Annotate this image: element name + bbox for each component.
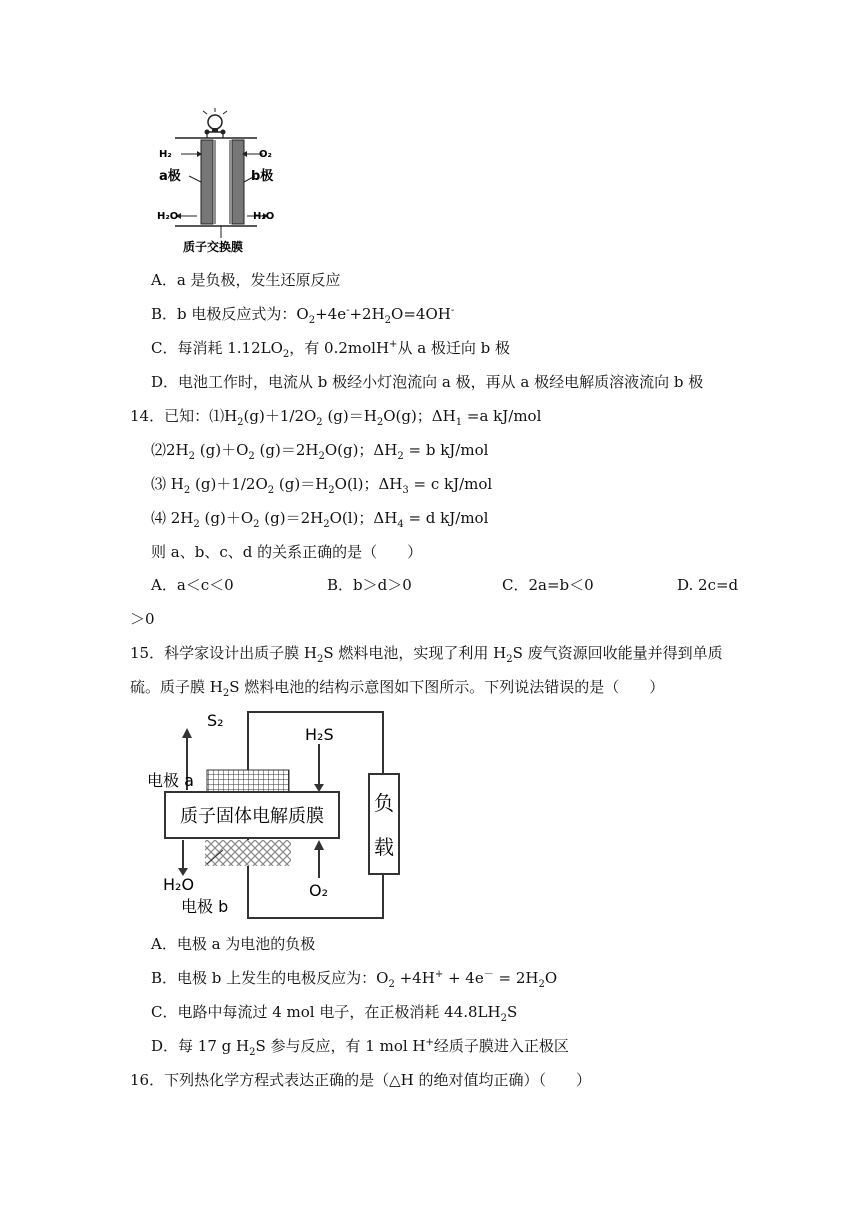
- q14-text: (g)＋1/2O: [190, 475, 268, 493]
- q14-text: = b kJ/mol: [403, 441, 489, 459]
- q13-option-d: D．电池工作时，电流从 b 极经小灯泡流向 a 极，再从 a 极经电解质溶液流向 b 极: [151, 373, 704, 391]
- q13-c-text: ，有 0.2molH: [289, 339, 390, 357]
- q15-d-text: 经质子膜进入正极区: [433, 1037, 569, 1055]
- sub: 2: [248, 451, 255, 462]
- q14-line-1: [130, 406, 541, 426]
- light-bulb-icon: [203, 108, 227, 132]
- sub: 2: [188, 451, 195, 462]
- q15-option-b: [151, 968, 557, 988]
- q15-text: S 废气资源回收能量并得到单质: [512, 644, 723, 662]
- q14-text: ⑶ H: [151, 475, 184, 493]
- q15-b-text: B．电极 b 上发生的电极反应为：O: [151, 969, 389, 987]
- load-box: [369, 774, 399, 874]
- q14-text: (g)＝2H: [259, 509, 324, 527]
- q13-b-text: B．b 电极反应式为：O: [151, 305, 309, 323]
- q15-b-text: + 4e: [443, 969, 484, 987]
- electrode-a-bar: [201, 140, 213, 224]
- q16-stem: 16．下列热化学方程式表达正确的是（△H 的绝对值均正确）（ ）: [130, 1071, 591, 1089]
- q14-question: 则 a、b、c、d 的关系正确的是（ ）: [151, 543, 423, 561]
- q14-option-a: A．a＜c＜0: [151, 576, 234, 594]
- q14-line-2: [151, 440, 488, 460]
- sub: 2: [222, 688, 230, 699]
- h2s-fuel-cell-figure: [143, 704, 413, 922]
- q14-text: (g)＝2H: [254, 441, 319, 459]
- q13-option-a: A．a 是负极，发生还原反应: [151, 271, 341, 289]
- q13-b-text: O=4OH: [391, 305, 451, 323]
- sup: +: [434, 969, 444, 980]
- sub: 2: [506, 654, 513, 665]
- sub: 2: [193, 519, 200, 530]
- fig1-h2-label: H₂: [159, 149, 172, 160]
- q14-text: O(g)；ΔH: [324, 441, 398, 459]
- q13-b-text: +2H: [349, 305, 385, 323]
- electrode-b-bar: [232, 140, 244, 224]
- sub: 2: [253, 519, 260, 530]
- q13-option-c: [151, 338, 510, 358]
- q15-option-c: [151, 1002, 517, 1022]
- q15-text: S 燃料电池，实现了利用 H: [323, 644, 507, 662]
- q14-text: O(l)；ΔH: [334, 475, 403, 493]
- sub: 3: [402, 485, 409, 496]
- sup: -: [450, 305, 455, 316]
- sub: 2: [376, 417, 384, 428]
- q14-line-4: [151, 508, 488, 528]
- q15-b-text: +4H: [394, 969, 435, 987]
- q15-text: 硫。质子膜 H: [130, 678, 223, 696]
- q15-option-d: [151, 1036, 569, 1056]
- q14-text: ⑵2H: [151, 441, 189, 459]
- q14-option-c: C．2a=b＜0: [502, 576, 594, 594]
- q14-text: (g)＋O: [199, 509, 254, 527]
- q15-b-text: = 2H: [493, 969, 539, 987]
- fig1-o2-label: O₂: [259, 149, 272, 160]
- q15-c-text: S: [506, 1003, 518, 1021]
- q14-option-b: B．b＞d＞0: [327, 576, 412, 594]
- sub: 2: [397, 451, 404, 462]
- q14-text: (g)＋1/2O: [243, 407, 317, 425]
- sup: +: [425, 1037, 434, 1048]
- fig2-load-top-label: 负: [374, 791, 394, 815]
- q15-c-text: C．电路中每流过 4 mol 电子，在正极消耗 44.8LH: [151, 1003, 501, 1021]
- q15-b-text: O: [544, 969, 558, 987]
- sub: 2: [237, 417, 244, 428]
- fig1-h2o-left-label: H₂O: [157, 211, 179, 222]
- sub: 2: [318, 451, 325, 462]
- fig2-s2-label: S₂: [207, 711, 224, 730]
- sup: +: [389, 339, 398, 350]
- q15-d-text: S 参与反应，有 1 mol H: [255, 1037, 426, 1055]
- sub: 4: [397, 519, 404, 530]
- fig2-load-bottom-label: 载: [374, 835, 394, 859]
- fig1-membrane-label: 质子交换膜: [182, 240, 244, 254]
- q14-text: ⑷ 2H: [151, 509, 194, 527]
- q13-b-text: +4e: [315, 305, 347, 323]
- q14-text: 14．已知：⑴H: [130, 407, 238, 425]
- sub: 2: [282, 349, 290, 360]
- q14-text: (g)＝H: [322, 407, 377, 425]
- q14-text: (g)＝H: [274, 475, 329, 493]
- sub: 2: [500, 1013, 507, 1024]
- electrode-a-grid: [207, 770, 289, 792]
- q14-text: = c kJ/mol: [408, 475, 493, 493]
- q14-text: =a kJ/mol: [462, 407, 542, 425]
- sub: 2: [316, 417, 323, 428]
- sub: 2: [323, 519, 330, 530]
- q14-text: O(l)；ΔH: [329, 509, 398, 527]
- q15-d-text: D．每 17 g H: [151, 1037, 250, 1055]
- sup: －: [483, 969, 494, 980]
- electrode-b-hatch: [205, 840, 291, 866]
- q14-text: O(g)；ΔH: [383, 407, 456, 425]
- sub: 2: [384, 315, 392, 326]
- sub: 2: [183, 485, 191, 496]
- sub: 2: [308, 315, 316, 326]
- fig1-electrode-b-label: b极: [251, 169, 274, 184]
- fig2-electrode-a-label: 电极 a: [147, 771, 194, 790]
- q14-option-d: D. 2c=d: [677, 576, 739, 594]
- fig1-electrode-a-label: a极: [159, 169, 181, 184]
- fuel-cell-figure: [155, 108, 275, 256]
- q14-line-3: [151, 474, 492, 494]
- fig2-electrode-b-label: 电极 b: [181, 897, 229, 916]
- sub: 2: [538, 979, 545, 990]
- sub: 2: [267, 485, 275, 496]
- fig1-h2o-right-label: H₂O: [253, 211, 275, 222]
- q15-line-2: [130, 677, 664, 697]
- q14-text: = d kJ/mol: [403, 509, 489, 527]
- fig2-o2-label: O₂: [309, 881, 329, 900]
- q15-text: 15．科学家设计出质子膜 H: [130, 644, 317, 662]
- q15-option-a: A．电极 a 为电池的负极: [151, 935, 316, 953]
- sup: -: [346, 305, 350, 316]
- fig2-h2o-label: H₂O: [163, 875, 195, 894]
- q13-c-text: C．每消耗 1.12LO: [151, 339, 283, 357]
- q13-c-text: 从 a 极迁向 b 极: [397, 339, 511, 357]
- sub: 2: [249, 1047, 256, 1058]
- sub: 2: [388, 979, 395, 990]
- q15-text: S 燃料电池的结构示意图如下图所示。下列说法错误的是（ ）: [229, 678, 665, 696]
- sub: 2: [316, 654, 324, 665]
- fig2-membrane-label: 质子固体电解质膜: [180, 806, 324, 827]
- sub: 1: [455, 417, 463, 428]
- q14-option-d-continued: ＞0: [130, 610, 155, 628]
- sub: 2: [328, 485, 335, 496]
- fig2-h2s-label: H₂S: [305, 725, 334, 744]
- q13-option-b: [151, 304, 454, 324]
- q15-line-1: [130, 643, 723, 663]
- q14-text: (g)＋O: [195, 441, 249, 459]
